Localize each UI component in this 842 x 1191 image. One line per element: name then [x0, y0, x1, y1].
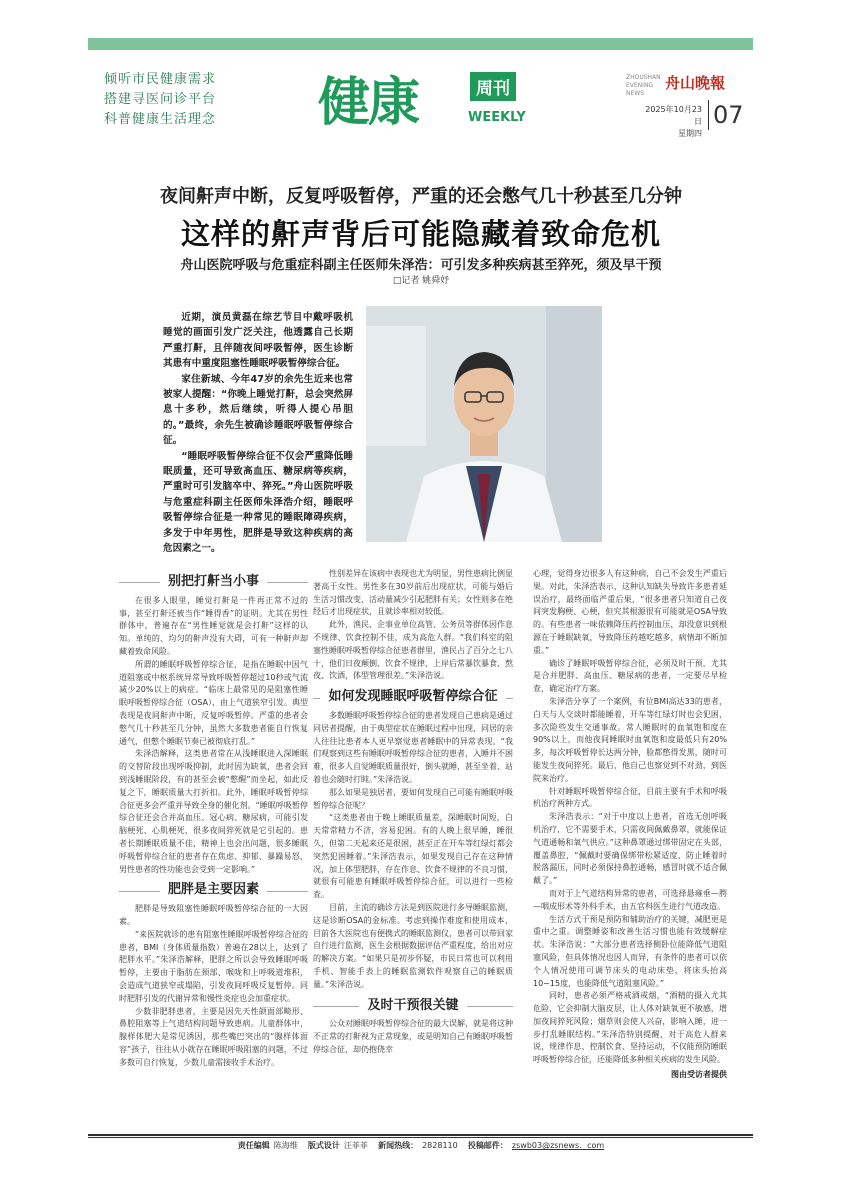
article-kicker: 夜间鼾声中断，反复呼吸暂停，严重的还会憋气几十秒甚至几分钟 — [160, 186, 682, 207]
section-title: 如何发现睡眠呼吸暂停综合征 — [313, 691, 513, 704]
column-3 — [533, 568, 727, 1082]
paper-name-english: ZHOUSHAN EVENING NEWS — [626, 74, 661, 97]
design-name: 汪菲菲 — [343, 1141, 368, 1150]
editor-name: 陈海维 — [273, 1141, 298, 1150]
slogan-1: 倾听市民健康需求 — [104, 72, 217, 87]
slogan-3: 科普健康生活理念 — [104, 112, 217, 127]
issue-date — [640, 104, 702, 140]
body-paragraph: 而对于上气道结构异常的患者，可选择悬雍垂—腭—咽成形术等外科手术，由五官科医生进行气道改造。 — [533, 888, 727, 911]
header-slogans — [104, 70, 216, 130]
page-footer — [0, 1140, 842, 1151]
body-paragraph: 此外，渔民、企事业单位高管、公务员等群体因作息不规律、饮食控制不佳，成为高危人群。“我们科室的阻塞性睡眠呼吸暂停综合征患者群里，渔民占了百分之七八十，他们日夜颠倒、饮食不规律，上岸后常暴饮暴食、熬夜、饮酒，体型管理很差。”朱泽浩说。 — [313, 620, 513, 681]
email-link[interactable]: zswb03@zsnews．com — [511, 1141, 605, 1150]
body-paragraph: 目前，主流的确诊方法是到医院进行多导睡眠监测，这是诊断OSA的金标准。考虑到操作难度和使用成本，目前各大医院也有便携式的睡眠监测仪，患者可以带回家自行进行监测，医生会根据数据评估严重程度，给出对应的解决方案。“如果只是初步怀疑，市民日常也可以利用手机、智能手表上的睡眠监测软件观察自己的睡眠质量。”朱泽浩说。 — [313, 902, 513, 989]
photo-credit: 图由受访者提供 — [671, 1070, 727, 1080]
body-paragraph: 心理，觉得身边很多人有这种病，自己不会发生严重后果。对此，朱泽浩表示，这种认知缺失导致许多患者延误治疗，最终面临严重后果，“很多患者只知道自己夜间突发胸梗、心梗，但究其根源很有可能就是OSA导致的。有些患者一味依赖降压药控制血压，却没意识到根源在于睡眠缺氧，导致降压药越吃越多，病情却不断加重。” — [533, 569, 727, 655]
body-paragraph: 少数非肥胖患者，主要是因先天性颌面部畸形、鼻腔阻塞等上气道结构问题导致患病。儿童群体中，腺样体肥大是常见诱因，那些嘴巴突出的“腺样体面容”孩子，往往从小就存在睡眠呼吸阻塞的问题，不过多数可自行恢复，少数儿童需接收手术治疗。 — [119, 1006, 308, 1067]
body-paragraph: 同时，患者必须严格戒酒戒烟，“酒精的摄入尤其危险，它会抑制大脑皮层，让人体对缺氧更不敏感，增加夜间猝死风险；烟草则会使人兴奋，影响入睡，进一步打乱睡眠结构。”朱泽浩特别提醒，对于高危人群来说，规律作息、控制饮食、坚持运动，不仅能预防睡眠呼吸暂停综合征，还能降低多种相关疾病的发生风险。 — [533, 991, 727, 1065]
email-label: 投稿邮件： — [467, 1141, 508, 1150]
body-paragraph: 确诊了睡眠呼吸暂停综合征，必须及时干预，尤其是合并肥胖、高血压、糖尿病的患者，一定要尽早检查，确定治疗方案。 — [533, 658, 727, 694]
body-paragraph: 朱泽浩表示：“对于中度以上患者，首选无创呼吸机治疗，它不需要手术，只需夜间佩戴鼻罩，就能保证气道通畅和氧气供应。”这种鼻罩通过绑带固定在头部，覆盖鼻腔，“佩戴时要确保绑带松紧适度，防止睡着时脱落漏压，同时必须保持鼻腔通畅，感冒时就不适合佩戴了。” — [533, 812, 727, 886]
editor-label: 责任编辑 — [237, 1141, 270, 1150]
article-lead — [163, 310, 353, 557]
column-1 — [119, 568, 308, 1069]
footer-rule — [88, 1134, 753, 1136]
hotline-number: 2828110 — [422, 1141, 458, 1150]
lead-paragraph: 家住新城、今年47岁的余先生近来也常被家人提醒：“你晚上睡觉打鼾，总会突然屏息十多秒，然后继续，听得人提心吊胆的。”最终，余先生被确诊睡眠呼吸暂停综合征。 — [163, 373, 353, 447]
body-paragraph: “这类患者由于晚上睡眠质量差，深睡眠时间短，白天常常精力不济，容易犯困。有的人晚上很早睡，睡很久，但第二天起来还是很困，甚至正在开车等红绿灯都会突然犯困睡着。”朱泽浩表示，如果发现自己存在这种情况，加上体型肥胖，存在作息、饮食不规律的不良习惯，就很有可能患有睡眠呼吸暂停综合征，可以进行一些检查。 — [313, 813, 513, 900]
doctor-illustration — [366, 306, 602, 542]
masthead — [318, 60, 558, 140]
body-paragraph: 朱泽浩解释，这类患者常在从浅睡眠进入深睡眠的交替阶段出现呼吸抑制，此时因为缺氧，患者会回到浅睡眠阶段，有的甚至会被“憋醒”而坐起，如此反复之下，睡眠质量大打折扣。此外，睡眠呼吸暂停综合征更多会严重并导致全身的催化剂。“睡眠呼吸暂停综合征还会合并高血压、冠心病、糖尿病，可能引发脑梗死、心肌梗死，很多夜间猝死就是它引起的。患者长期睡眠质量不佳，精神上也会出问题，很多睡眠呼吸暂停综合征的患者存在焦虑、抑郁、暴躁易怒，男性患者的性功能也会受到一定影响。” — [119, 749, 308, 874]
column-2 — [313, 568, 513, 1057]
section-title: 别把打鼾当小事 — [119, 576, 308, 589]
body-paragraph: 肥胖是导致阻塞性睡眠呼吸暂停综合征的一大因素。 — [119, 904, 308, 926]
body-paragraph: 朱泽浩分享了一个案例，有位BMI高达33的患者，白天与人交谈时都能睡着，开车等红绿灯时也会犯困，多次险些发生交通事故。常人睡眠时的血氧饱和度在90%以上，而他夜间睡眠时血氧饱和度最低只有20%多，每次呼吸暂停长达两分钟，脸都憋得发黑，随时可能发生夜间猝死。最后，他自己也察觉到不对劲，到医院来治疗。 — [533, 696, 727, 783]
date-text: 2025年10月23日 — [645, 105, 702, 126]
slogan-2: 搭建寻医问诊平台 — [104, 92, 217, 107]
article-byline: □记者 姚舜妤 — [392, 276, 450, 286]
masthead-box: 周刊 — [470, 72, 516, 101]
top-color-bar — [88, 38, 753, 50]
article-subhead: 舟山医院呼吸与危重症科副主任医师朱泽浩：可引发多种疾病甚至猝死，须及早干预 — [180, 258, 662, 273]
hotline-label: 新闻热线： — [378, 1141, 419, 1150]
lead-paragraph: “睡眠呼吸暂停综合征不仅会严重降低睡眠质量，还可导致高血压、糖尿病等疾病，严重时可引发脑卒中、猝死。”舟山医院呼吸与危重症科副主任医师朱泽浩介绍，睡眠呼吸暂停综合征是一种常见的睡眠障碍疾病，多发于中年男性，肥胖是导致这种疾病的高危因素之一。 — [163, 450, 353, 555]
article-headline: 这样的鼾声背后可能隐藏着致命危机 — [180, 217, 661, 251]
masthead-weekly: WEEKLY — [468, 110, 526, 125]
paper-name-logo: 舟山晚報 — [665, 74, 726, 92]
body-paragraph: 多数睡眠呼吸暂停综合征的患者发现自己患病是通过同居者提醒，由于典型症状在睡眠过程中出现，同居的亲人往往比患者本人更早察觉患者睡眠中的异常表现。“我们观察到这些有睡眠呼吸暂停综合征的患者，入睡并不困难，很多人自觉睡眠质量很好，倒头就睡，甚至坐着、站着也会随时打盹。”朱泽浩说。 — [313, 710, 513, 784]
body-paragraph: 在很多人眼里，睡觉打鼾是一件再正常不过的事，甚至打鼾还被当作“睡得香”的证明。尤其在男性群体中，普遍存在“男性睡觉就是会打鼾”这样的认知。单纯的、均匀的鼾声没有大碍，可有一种鼾声却藏着致命风险。 — [119, 595, 308, 656]
section-title: 及时干预很关键 — [313, 1000, 513, 1013]
page-number: 07 — [708, 100, 744, 130]
body-paragraph: 针对睡眠呼吸暂停综合征，目前主要有手术和呼吸机治疗两种方式。 — [533, 786, 727, 809]
design-label: 版式设计 — [307, 1141, 340, 1150]
body-paragraph: 公众对睡眠呼吸暂停综合征的最大误解，就是将这种不正常的打鼾视为正常现象，或是明知自己有睡眠呼吸暂停综合征，却仍抱侥幸 — [313, 1019, 513, 1054]
lead-paragraph: 近期，演员黄磊在综艺节目中戴呼吸机睡觉的画面引发广泛关注，他透露自己长期严重打鼾，且伴随夜间呼吸暂停，医生诊断其患有中重度阻塞性睡眠呼吸暂停综合征。 — [163, 312, 353, 370]
masthead-title: 健康 — [318, 72, 419, 133]
body-paragraph: 所谓的睡眠呼吸暂停综合征，是指在睡眠中因气道阻塞或中枢系统异常导致呼吸暂停超过10秒或气流减少20%以上的病症。“临床上最常见的是阻塞性睡眠呼吸暂停综合征（OSA），由上气道狭窄引发。典型表现是夜间鼾声中断，反复呼吸暂停。严重的患者会憋气几十秒甚至几分钟，虽然大多数患者能自行恢复通气，但憋个睡眠节奏已被彻底打乱。” — [119, 659, 308, 746]
section-title: 肥胖是主要因素 — [119, 884, 308, 897]
body-paragraph: “来医院就诊的患有阻塞性睡眠呼吸暂停综合征的患者，BMI（身体质量指数）普遍在28以上，达到了肥胖水平。”朱泽浩解释，肥胖之所以会导致睡眠呼吸暂停，主要由于脂肪在颈部、喉咙和上呼吸道堆积，会造成气道狭窄或塌陷，引发夜间呼吸反复暂停。同时肥胖引发的代谢异常和慢性炎症也会加重症状。 — [119, 929, 308, 1003]
footer-rule-thin — [88, 1137, 753, 1138]
body-paragraph: 那么如果是独居者，要如何发现自己可能有睡眠呼吸暂停综合征呢？ — [313, 787, 513, 810]
body-paragraph: 性别差异在该病中表现也尤为明显，男性患病比例显著高于女性。男性多在30岁前后出现症状，可能与婚后生活习惯改变、活动量减少引起肥胖有关；女性则多在绝经后才出现症状，且就诊率相对较低。 — [313, 569, 513, 617]
doctor-photo — [366, 306, 602, 542]
body-paragraph: 生活方式干预是预防和辅助治疗的关键，减肥更是重中之重。调整睡姿和改善生活习惯也能有效缓解症状。朱泽浩说：“大部分患者选择侧卧位能降低气道阻塞风险，但具体情况也因人而异，有条件的患者可以依个人情况使用可调节床头的电动床垫，将床头抬高10~15度，也能降低气道阻塞风险。” — [533, 914, 727, 988]
weekday-text: 星期四 — [678, 129, 702, 138]
